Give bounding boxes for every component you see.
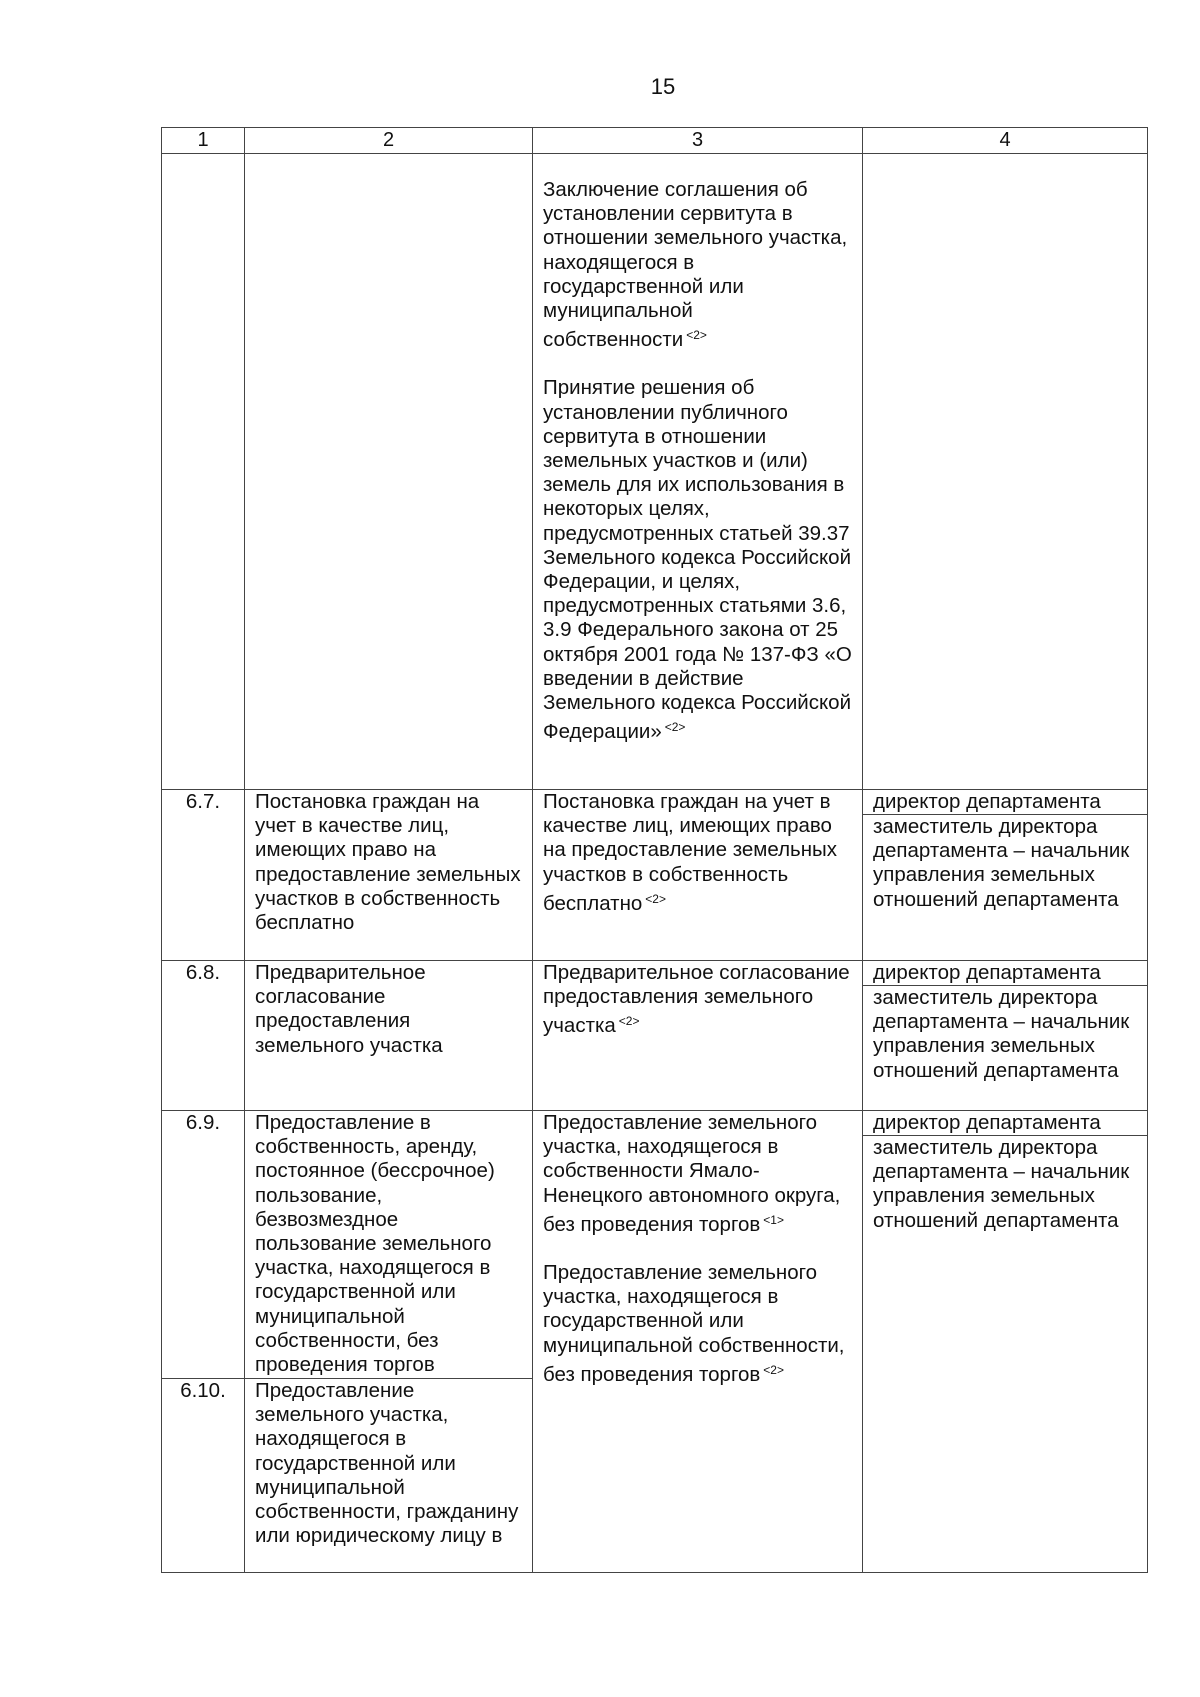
authority-cell: Постановка граждан на учет в качестве лиц, имеющих право на предоставление земельных участков в собственность бесплатно $^{<2>}$ <box>533 790 863 961</box>
service-name-cell: Предварительное согласование предоставления земельного участка <box>245 961 533 1111</box>
column-header: 2 <box>245 128 533 154</box>
column-header: 3 <box>533 128 863 154</box>
official-primary: директор департамента <box>863 790 1147 815</box>
official-deputy: заместитель директора департамента – начальник управления земельных отношений департамента <box>873 1136 1130 1232</box>
row-number-cell: 6.7. <box>162 790 245 961</box>
service-name-cell <box>245 154 533 790</box>
footnote-ref: <2> <box>664 720 686 735</box>
official-cell <box>863 961 1148 1111</box>
row-number: 6.9. <box>162 1111 244 1379</box>
column-header: 1 <box>162 128 245 154</box>
page-number: 15 <box>650 74 676 99</box>
official-cell <box>863 790 1148 961</box>
authority-paragraph: Заключение соглашения об установлении сервитута в отношении земельного участка, находящегося в государственной или муниципальной собственности $^{<2>}$ <box>543 178 848 352</box>
table-row-continued <box>162 154 1148 790</box>
column-header: 4 <box>863 128 1148 154</box>
service-name-cell: Постановка граждан на учет в качестве лиц, имеющих право на предоставление земельных участков в собственность бесплатно <box>245 790 533 961</box>
authority-paragraph: Предоставление земельного участка, находящегося в государственной или муниципальной собственности, без проведения торгов $^{<2>}$ <box>543 1261 845 1386</box>
table-header-row <box>162 128 1148 154</box>
row-number-cell <box>162 1111 245 1573</box>
authority-cell: Предварительное согласование предоставления земельного участка $^{<2>}$ <box>533 961 863 1111</box>
table-row <box>162 790 1148 961</box>
authority-cell <box>533 154 863 790</box>
footnote-ref: <2> <box>686 328 707 343</box>
footnote-ref: <2> <box>645 891 666 906</box>
service-name: Предоставление земельного участка, находящегося в государственной или муниципальной собственности, гражданину или юридическому лицу в <box>255 1379 519 1548</box>
official-deputy: заместитель директора департамента – начальник управления земельных отношений департамента <box>873 986 1130 1082</box>
official-primary: директор департамента <box>863 1111 1147 1136</box>
row-number-cell <box>162 154 245 790</box>
footnote-ref: <2> <box>618 1014 640 1029</box>
official-cell <box>863 1111 1148 1573</box>
service-name: Предоставление в собственность, аренду, постоянное (бессрочное) пользование, безвозмездное пользование земельного участка, находящегося в государственной или муниципальной собственности, без проведения торгов <box>245 1111 532 1379</box>
table-row <box>162 1111 1148 1573</box>
footnote-ref: <1> <box>763 1212 784 1227</box>
authority-cell <box>533 1111 863 1573</box>
official-deputy: заместитель директора департамента – начальник управления земельных отношений департамента <box>873 815 1130 911</box>
table-row <box>162 961 1148 1111</box>
official-primary: директор департамента <box>863 961 1147 986</box>
authority-paragraph: Принятие решения об установлении публичного сервитута в отношении земельных участков и (или) земель для их использования в некоторых целях, предусмотренных статьей 39.37 Земельного кодекса Российской Федерации, и целях, предусмотренных статьями 3.6, 3.9 Федерального закона от 25 октября 2001 года № 137-ФЗ «О введении в действие Земельного кодекса Российской Федерации» $^{<2>}$ <box>543 376 852 744</box>
row-number: 6.10. <box>180 1379 226 1402</box>
authority-paragraph: Предоставление земельного участка, находящегося в собственности Ямало-Ненецкого автономного округа, без проведения торгов $^{<1>}$ <box>543 1111 841 1236</box>
footnote-ref: <2> <box>763 1362 784 1377</box>
delegation-table <box>161 127 1148 1573</box>
row-number-cell: 6.8. <box>162 961 245 1111</box>
service-name-cell <box>245 1111 533 1573</box>
official-cell <box>863 154 1148 790</box>
